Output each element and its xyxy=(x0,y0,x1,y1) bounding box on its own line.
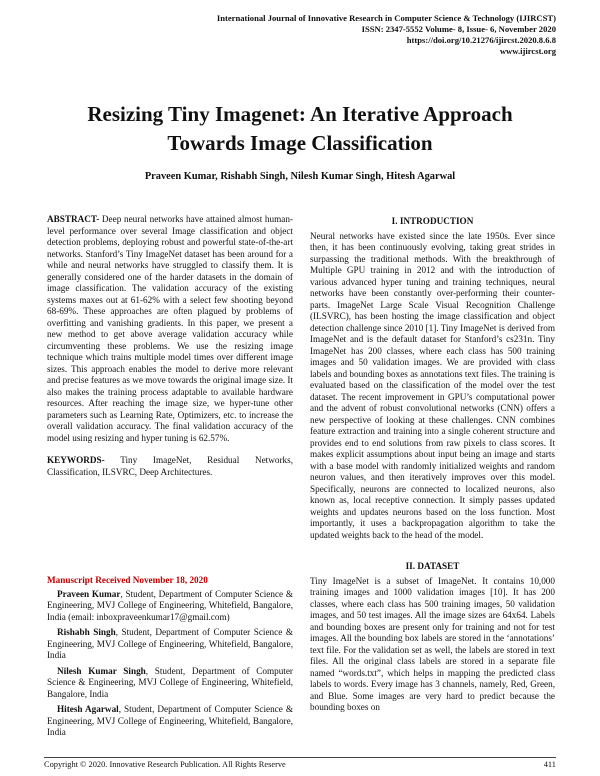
page-number: 411 xyxy=(543,760,556,769)
affiliation-item xyxy=(47,666,293,701)
journal-name: International Journal of Innovative Research in Computer Science & Technology (IJIRCST) xyxy=(216,13,556,23)
affiliation-text: , Student, Department of Computer Science & Engineering, MVJ College of Engineering, Whitefield, Bangalore, India (email: inboxpraveenkumar17@gmail.com) xyxy=(47,588,293,622)
dataset-text: Tiny ImageNet is a subset of ImageNet. It contains 10,000 training images and 1000 validation images [10]. It has 200 classes, where each class has 500 training images, 50 validation images, and 50 test images. All the image sizes are 64x64. Labels and bounding boxes are present only for training and not for test images. All the bounding box labels are stored in the ‘annotations’ text file. For the validation set as well, the labels are stored in text files. All the original class labels are stored in a separate file named “words.txt”, which helps in mapping the predicted class labels to words. Every image has 3 channels, namely, Red, Green, and Blue. Some images are very hard to predict because the bounding boxes on xyxy=(310,575,555,712)
paper-title xyxy=(0,100,600,158)
affiliation-name: Praveen Kumar xyxy=(57,588,121,599)
affiliation-item xyxy=(47,627,293,662)
keywords xyxy=(47,455,293,478)
right-column xyxy=(310,214,555,714)
left-column xyxy=(47,214,293,743)
copyright-text: Copyright © 2020. Innovative Research Publication. All Rights Reserve xyxy=(44,760,286,769)
title-line-1: Resizing Tiny Imagenet: An Iterative Approach xyxy=(87,102,513,126)
intro-heading: I. INTRODUCTION xyxy=(391,216,474,226)
intro-text: Neural networks have existed since the late 1950s. Ever since then, it has been continuously evolving, taking great strides in surpassing the traditional methods. With the breakthrough of Multiple GPU training in 2012 and with the introduction of various advanced hyper tuning and training techniques, neural networks have been constantly over-performing their counter-parts. ImageNet Large Scale Visual Recognition Challenge (ILSVRC), has been hosting the image classification and object detection challenge since 2010 [1]. Tiny ImageNet is derived from ImageNet and is the default dataset for Stanford’s cs231n. Tiny ImageNet has 200 classes, where each class has 500 training images and 50 validation images. We are provided with class labels and bounding boxes as annotations text files. The training is evaluated based on the classification of the model over the test dataset. The recent improvement in GPU’s computational power and the advent of robust convolutional networks (CNN) offers a new perspective of looking at these challenges. CNN combines feature extraction and training into a single coherent structure and provides end to end solutions from raw pixels to class scores. It makes explicit assumptions about input being an image and starts with a base model with randomly initialized weights and random neuron values, and then iteratively improves over this model. Specifically, neurons are connected to localized neurons, also known as, local receptive connection. It simply passes updated weights and updates neurons based on the loss function. Most importantly, it uses a backpropagation algorithm to take the updated weights back to the head of the model. xyxy=(310,230,555,540)
keywords-text: Tiny ImageNet, Residual Networks, Classification, ILSVRC, Deep Architectures. xyxy=(47,455,293,477)
journal-website[interactable]: www.ijircst.org xyxy=(499,46,556,56)
journal-doi[interactable]: https://doi.org/10.21276/ijircst.2020.8.6.8 xyxy=(406,35,556,45)
affiliation-text: , Student, Department of Computer Science & Engineering, MVJ College of Engineering, Whitefield, Bangalore, India xyxy=(47,704,293,737)
abstract-text: Deep neural networks have attained almost human-level performance over several Image classification and object detection problems, deploying robust and powerful state-of-the-art networks. Stanford’s Tiny ImageNet dataset has been around for a while and neural networks have struggled to classify them. It is generally considered one of the harder datasets in the domain of image classification. The validation accuracy of the existing systems maxes out at 61-62% with a select few shooting beyond 68-69%. These approaches are often plagued by problems of overfitting and vanishing gradients. In this paper, we present a new method to get above average validation accuracy while circumventing these problems. We use the resizing image technique which trains multiple model times over different image sizes. This approach enables the model to derive more relevant and precise features as we move towards the original image size. It also makes the training process adaptable to available hardware resources. After reaching the image size, we hyper-tune other parameters such as Learning Rate, Optimizers, etc. to increase the overall validation accuracy. The final validation accuracy of the model using resizing and hyper tuning is 62.57%. xyxy=(47,214,293,443)
manuscript-received: Manuscript Received November 18, 2020 xyxy=(47,575,208,585)
abstract xyxy=(47,214,293,444)
affiliation-text: , Student, Department of Computer Science & Engineering, MVJ College of Engineering, Whitefield, Bangalore, India xyxy=(47,627,293,660)
affiliations xyxy=(47,589,293,739)
dataset-heading: II. DATASET xyxy=(405,561,460,571)
affiliation-name: Nilesh Kumar Singh xyxy=(57,665,146,676)
author-list: Praveen Kumar, Rishabh Singh, Nilesh Kumar Singh, Hitesh Agarwal xyxy=(144,171,456,182)
affiliation-item xyxy=(47,589,293,624)
footer-divider xyxy=(44,757,556,758)
affiliation-text: , Student, Department of Computer Science & Engineering, MVJ College of Engineering, Whitefield, Bangalore, India xyxy=(47,665,293,699)
affiliation-name: Rishabh Singh xyxy=(57,627,116,637)
title-line-2: Towards Image Classification xyxy=(167,131,433,155)
keywords-label: KEYWORDS- xyxy=(47,455,105,465)
footer xyxy=(44,760,556,769)
abstract-label: ABSTRACT- xyxy=(47,214,100,224)
journal-header xyxy=(217,13,556,57)
journal-issn: ISSN: 2347-5552 Volume- 8, Issue- 6, November 2020 xyxy=(361,24,556,34)
affiliation-item xyxy=(47,704,293,739)
affiliation-name: Hitesh Agarwal xyxy=(57,704,119,714)
